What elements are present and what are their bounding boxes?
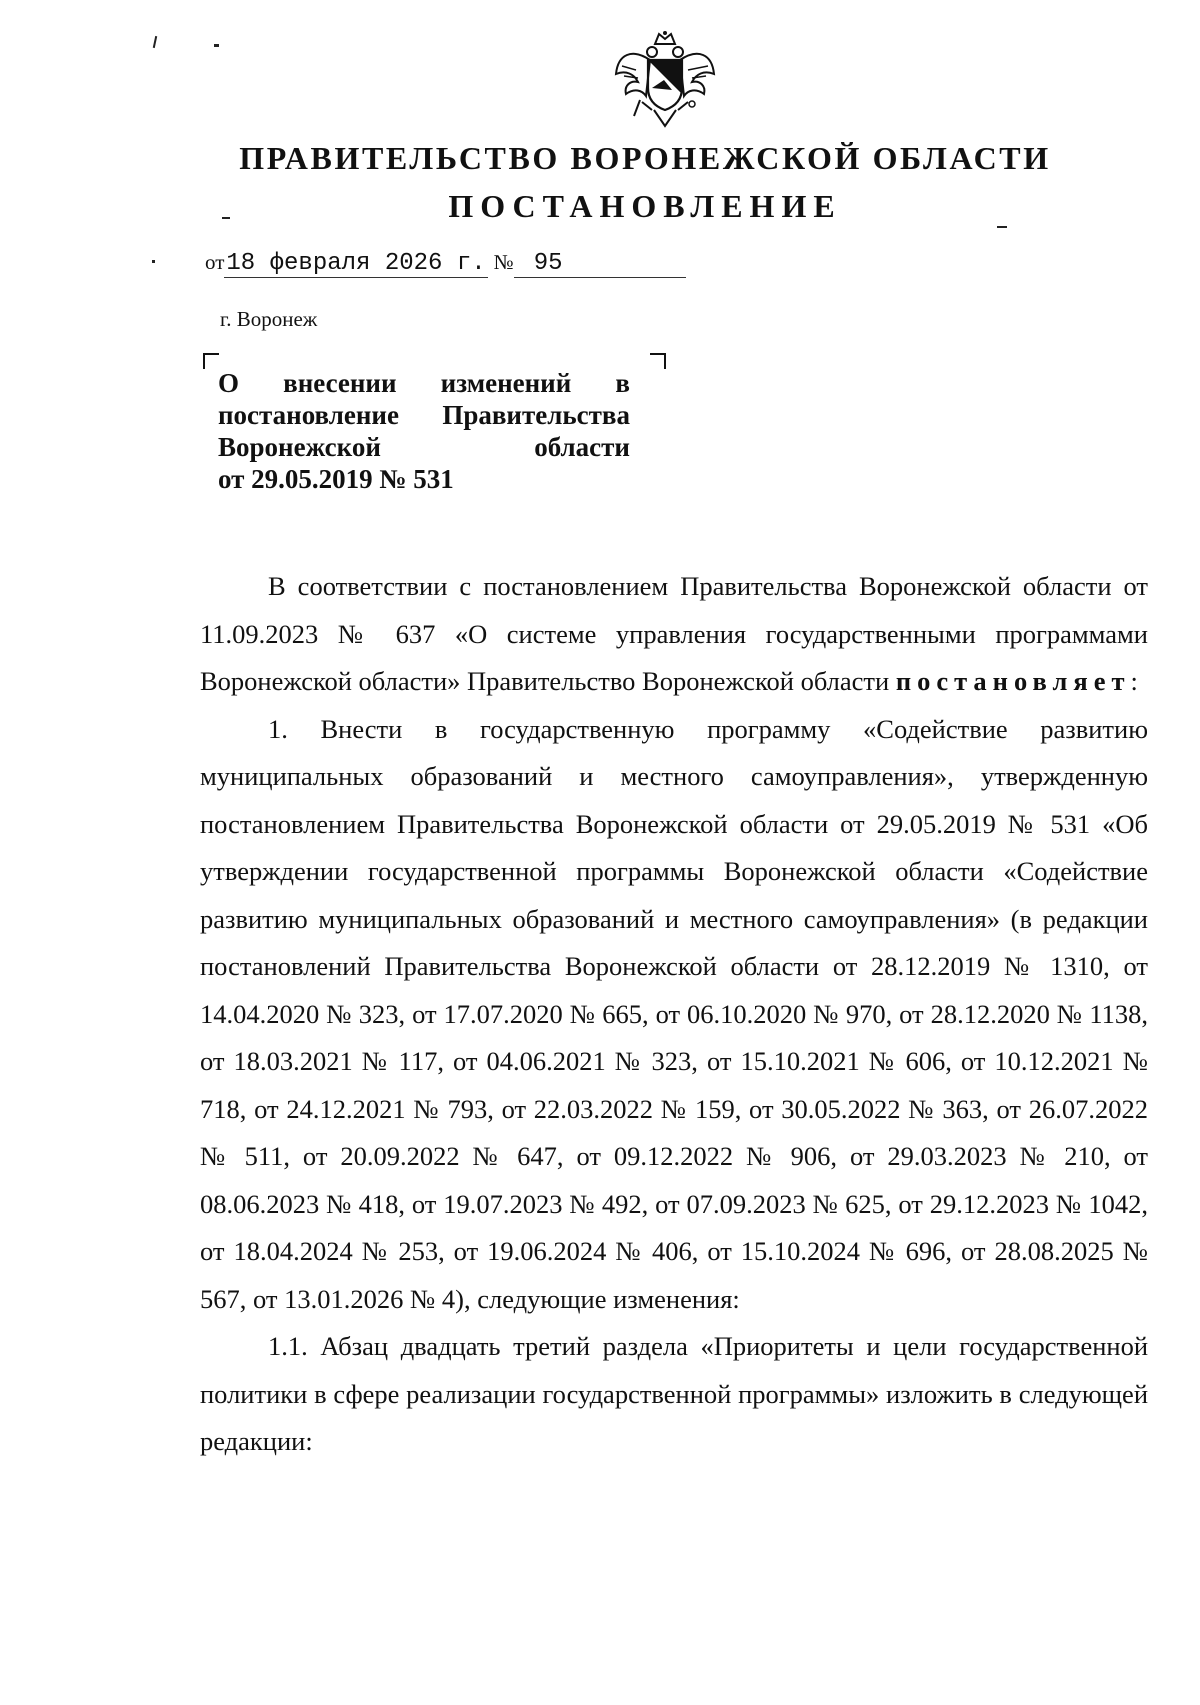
- subject-corner-mark: [650, 353, 666, 369]
- scan-speck: [152, 260, 155, 263]
- document-date: 18 февраля 2026 г.: [224, 251, 488, 278]
- resolves-colon: :: [1130, 666, 1138, 696]
- date-from-label: от: [205, 250, 225, 274]
- document-number: 95: [514, 251, 686, 278]
- scan-speck: [997, 226, 1007, 228]
- dateline: [205, 250, 686, 278]
- number-label: №: [493, 250, 514, 274]
- resolves-word: постановляет: [895, 666, 1131, 696]
- document-type: ПОСТАНОВЛЕНИЕ: [448, 188, 842, 224]
- subject-line: Воронежской области: [218, 432, 630, 462]
- scan-speck: [153, 36, 157, 48]
- city: г. Воронеж: [220, 307, 318, 331]
- preamble-paragraph: [200, 563, 1148, 706]
- government-title: ПРАВИТЕЛЬСТВО ВОРОНЕЖСКОЙ ОБЛАСТИ: [239, 140, 1051, 176]
- subject-line: от 29.05.2019 № 531: [218, 464, 454, 494]
- preamble-text: В соответствии с постановлением Правительства Воронежской области от 11.09.2023 № 637 «О системе управления государственными программами Воронежской области» Правительство Воронежской области: [200, 571, 1148, 696]
- subject-corner-mark: [203, 353, 219, 369]
- document-subject: [218, 367, 630, 495]
- coat-of-arms-icon: [612, 30, 718, 130]
- item-1-paragraph: 1. Внести в государственную программу «Содействие развитию муниципальных образований и местного самоуправления», утвержденную постановлением Правительства Воронежской области от 29.05.2019 № 531 «Об утверждении государственной программы Воронежской области «Содействие развитию муниципальных образований и местного самоуправления» (в редакции постановлений Правительства Воронежской области от 28.12.2019 № 1310, от 14.04.2020 № 323, от 17.07.2020 № 665, от 06.10.2020 № 970, от 28.12.2020 № 1138, от 18.03.2021 № 117, от 04.06.2021 № 323, от 15.10.2021 № 606, от 10.12.2021 № 718, от 24.12.2021 № 793, от 22.03.2022 № 159, от 30.05.2022 № 363, от 26.07.2022 № 511, от 20.09.2022 № 647, от 09.12.2022 № 906, от 29.03.2023 № 210, от 08.06.2023 № 418, от 19.07.2023 № 492, от 07.09.2023 № 625, от 29.12.2023 № 1042, от 18.04.2024 № 253, от 19.06.2024 № 406, от 15.10.2024 № 696, от 28.08.2025 № 567, от 13.01.2026 № 4), следующие изменения:: [200, 713, 1148, 1314]
- subject-line: О внесении изменений в: [218, 368, 630, 398]
- document-body: [200, 563, 1148, 1466]
- subject-line: постановление Правительства: [218, 400, 630, 430]
- scan-speck: [214, 44, 219, 47]
- item-1-1-paragraph: 1.1. Абзац двадцать третий раздела «Приоритеты и цели государственной политики в сфере реализации государственной программы» изложить в следующей редакции:: [200, 1331, 1148, 1456]
